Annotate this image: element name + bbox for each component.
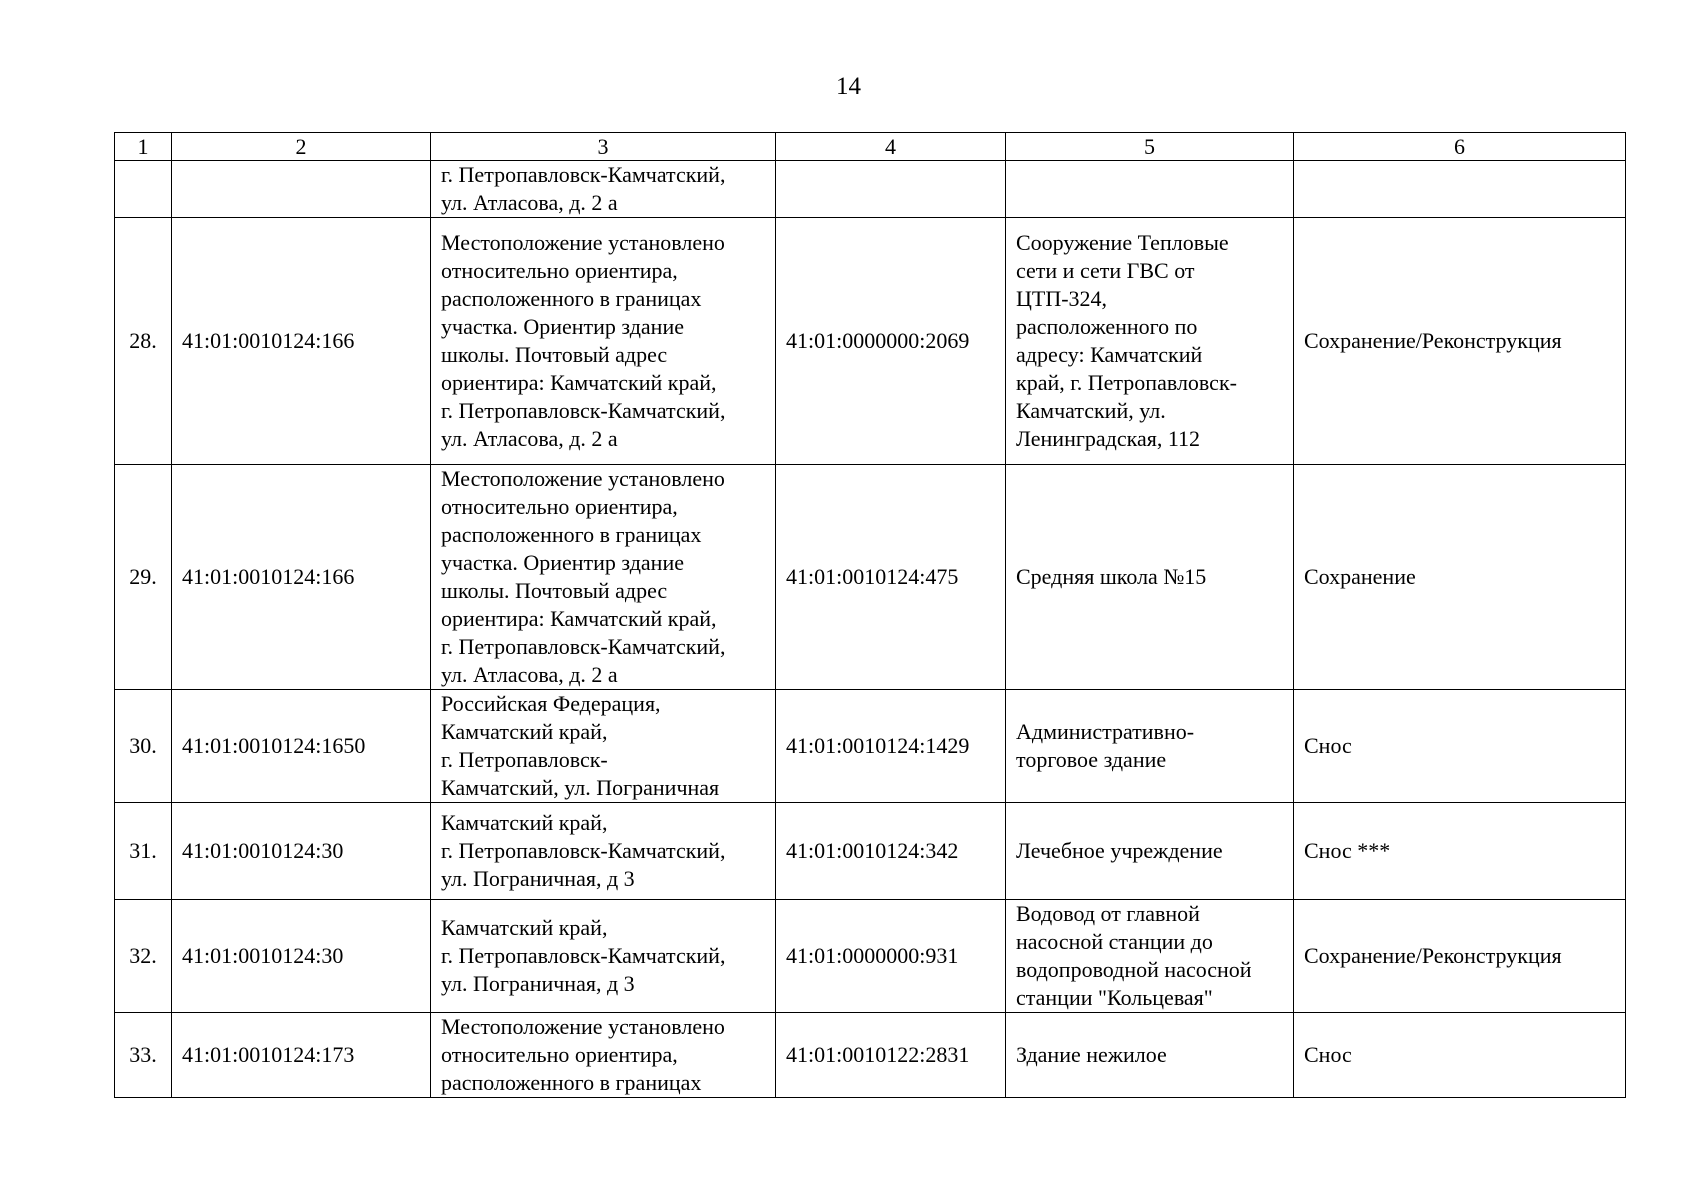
object-number-cell: 41:01:0000000:931 (776, 900, 1006, 1013)
page-number: 14 (836, 73, 861, 100)
object-number-cell: 41:01:0010124:1429 (776, 690, 1006, 803)
object-number-cell: 41:01:0000000:2069 (776, 218, 1006, 465)
parcel-number-cell (172, 161, 431, 218)
column-header-6: 6 (1294, 133, 1626, 161)
row-number-cell (115, 161, 172, 218)
location-cell: Камчатский край, г. Петропавловск-Камчатский, ул. Пограничная, д 3 (431, 900, 776, 1013)
object-number-cell: 41:01:0010122:2831 (776, 1013, 1006, 1098)
parcel-number-cell: 41:01:0010124:1650 (172, 690, 431, 803)
object-name-cell: Здание нежилое (1006, 1013, 1294, 1098)
object-name-cell: Средняя школа №15 (1006, 465, 1294, 690)
table-row (115, 465, 1626, 690)
row-number-cell: 30. (115, 690, 172, 803)
parcel-number-cell: 41:01:0010124:166 (172, 465, 431, 690)
table-row (115, 690, 1626, 803)
object-number-cell (776, 161, 1006, 218)
table-header-row (115, 133, 1626, 161)
table-row (115, 218, 1626, 465)
parcel-number-cell: 41:01:0010124:173 (172, 1013, 431, 1098)
column-header-2: 2 (172, 133, 431, 161)
decision-cell: Снос (1294, 1013, 1626, 1098)
column-header-3: 3 (431, 133, 776, 161)
parcel-number-cell: 41:01:0010124:30 (172, 900, 431, 1013)
row-number-cell: 33. (115, 1013, 172, 1098)
location-cell: Камчатский край, г. Петропавловск-Камчатский, ул. Пограничная, д 3 (431, 803, 776, 900)
column-header-5: 5 (1006, 133, 1294, 161)
decision-cell: Сохранение (1294, 465, 1626, 690)
object-number-cell: 41:01:0010124:342 (776, 803, 1006, 900)
column-header-1: 1 (115, 133, 172, 161)
row-number-cell: 28. (115, 218, 172, 465)
location-cell: Местоположение установлено относительно ориентира, расположенного в границах (431, 1013, 776, 1098)
objects-table (114, 132, 1626, 1098)
location-cell: г. Петропавловск-Камчатский, ул. Атласова, д. 2 а (431, 161, 776, 218)
decision-cell: Снос *** (1294, 803, 1626, 900)
location-cell: Местоположение установлено относительно ориентира, расположенного в границах участка. Ориентир здание школы. Почтовый адрес ориентира: Камчатский край, г. Петропавловск-Камчатский, ул. Атласова, д. 2 а (431, 465, 776, 690)
row-number-cell: 29. (115, 465, 172, 690)
object-name-cell (1006, 161, 1294, 218)
parcel-number-cell: 41:01:0010124:166 (172, 218, 431, 465)
decision-cell: Снос (1294, 690, 1626, 803)
table-row (115, 1013, 1626, 1098)
row-number-cell: 32. (115, 900, 172, 1013)
object-name-cell: Сооружение Тепловые сети и сети ГВС от ЦТП-324, расположенного по адресу: Камчатский край, г. Петропавловск- Камчатский, ул. Ленинградская, 112 (1006, 218, 1294, 465)
decision-cell: Сохранение/Реконструкция (1294, 900, 1626, 1013)
object-name-cell: Лечебное учреждение (1006, 803, 1294, 900)
row-number-cell: 31. (115, 803, 172, 900)
table-row (115, 900, 1626, 1013)
parcel-number-cell: 41:01:0010124:30 (172, 803, 431, 900)
location-cell: Местоположение установлено относительно ориентира, расположенного в границах участка. Ориентир здание школы. Почтовый адрес ориентира: Камчатский край, г. Петропавловск-Камчатский, ул. Атласова, д. 2 а (431, 218, 776, 465)
column-header-4: 4 (776, 133, 1006, 161)
location-cell: Российская Федерация, Камчатский край, г. Петропавловск- Камчатский, ул. Пограничная (431, 690, 776, 803)
object-number-cell: 41:01:0010124:475 (776, 465, 1006, 690)
decision-cell (1294, 161, 1626, 218)
object-name-cell: Административно- торговое здание (1006, 690, 1294, 803)
object-name-cell: Водовод от главной насосной станции до водопроводной насосной станции "Кольцевая" (1006, 900, 1294, 1013)
decision-cell: Сохранение/Реконструкция (1294, 218, 1626, 465)
table-row (115, 803, 1626, 900)
table-row (115, 161, 1626, 218)
